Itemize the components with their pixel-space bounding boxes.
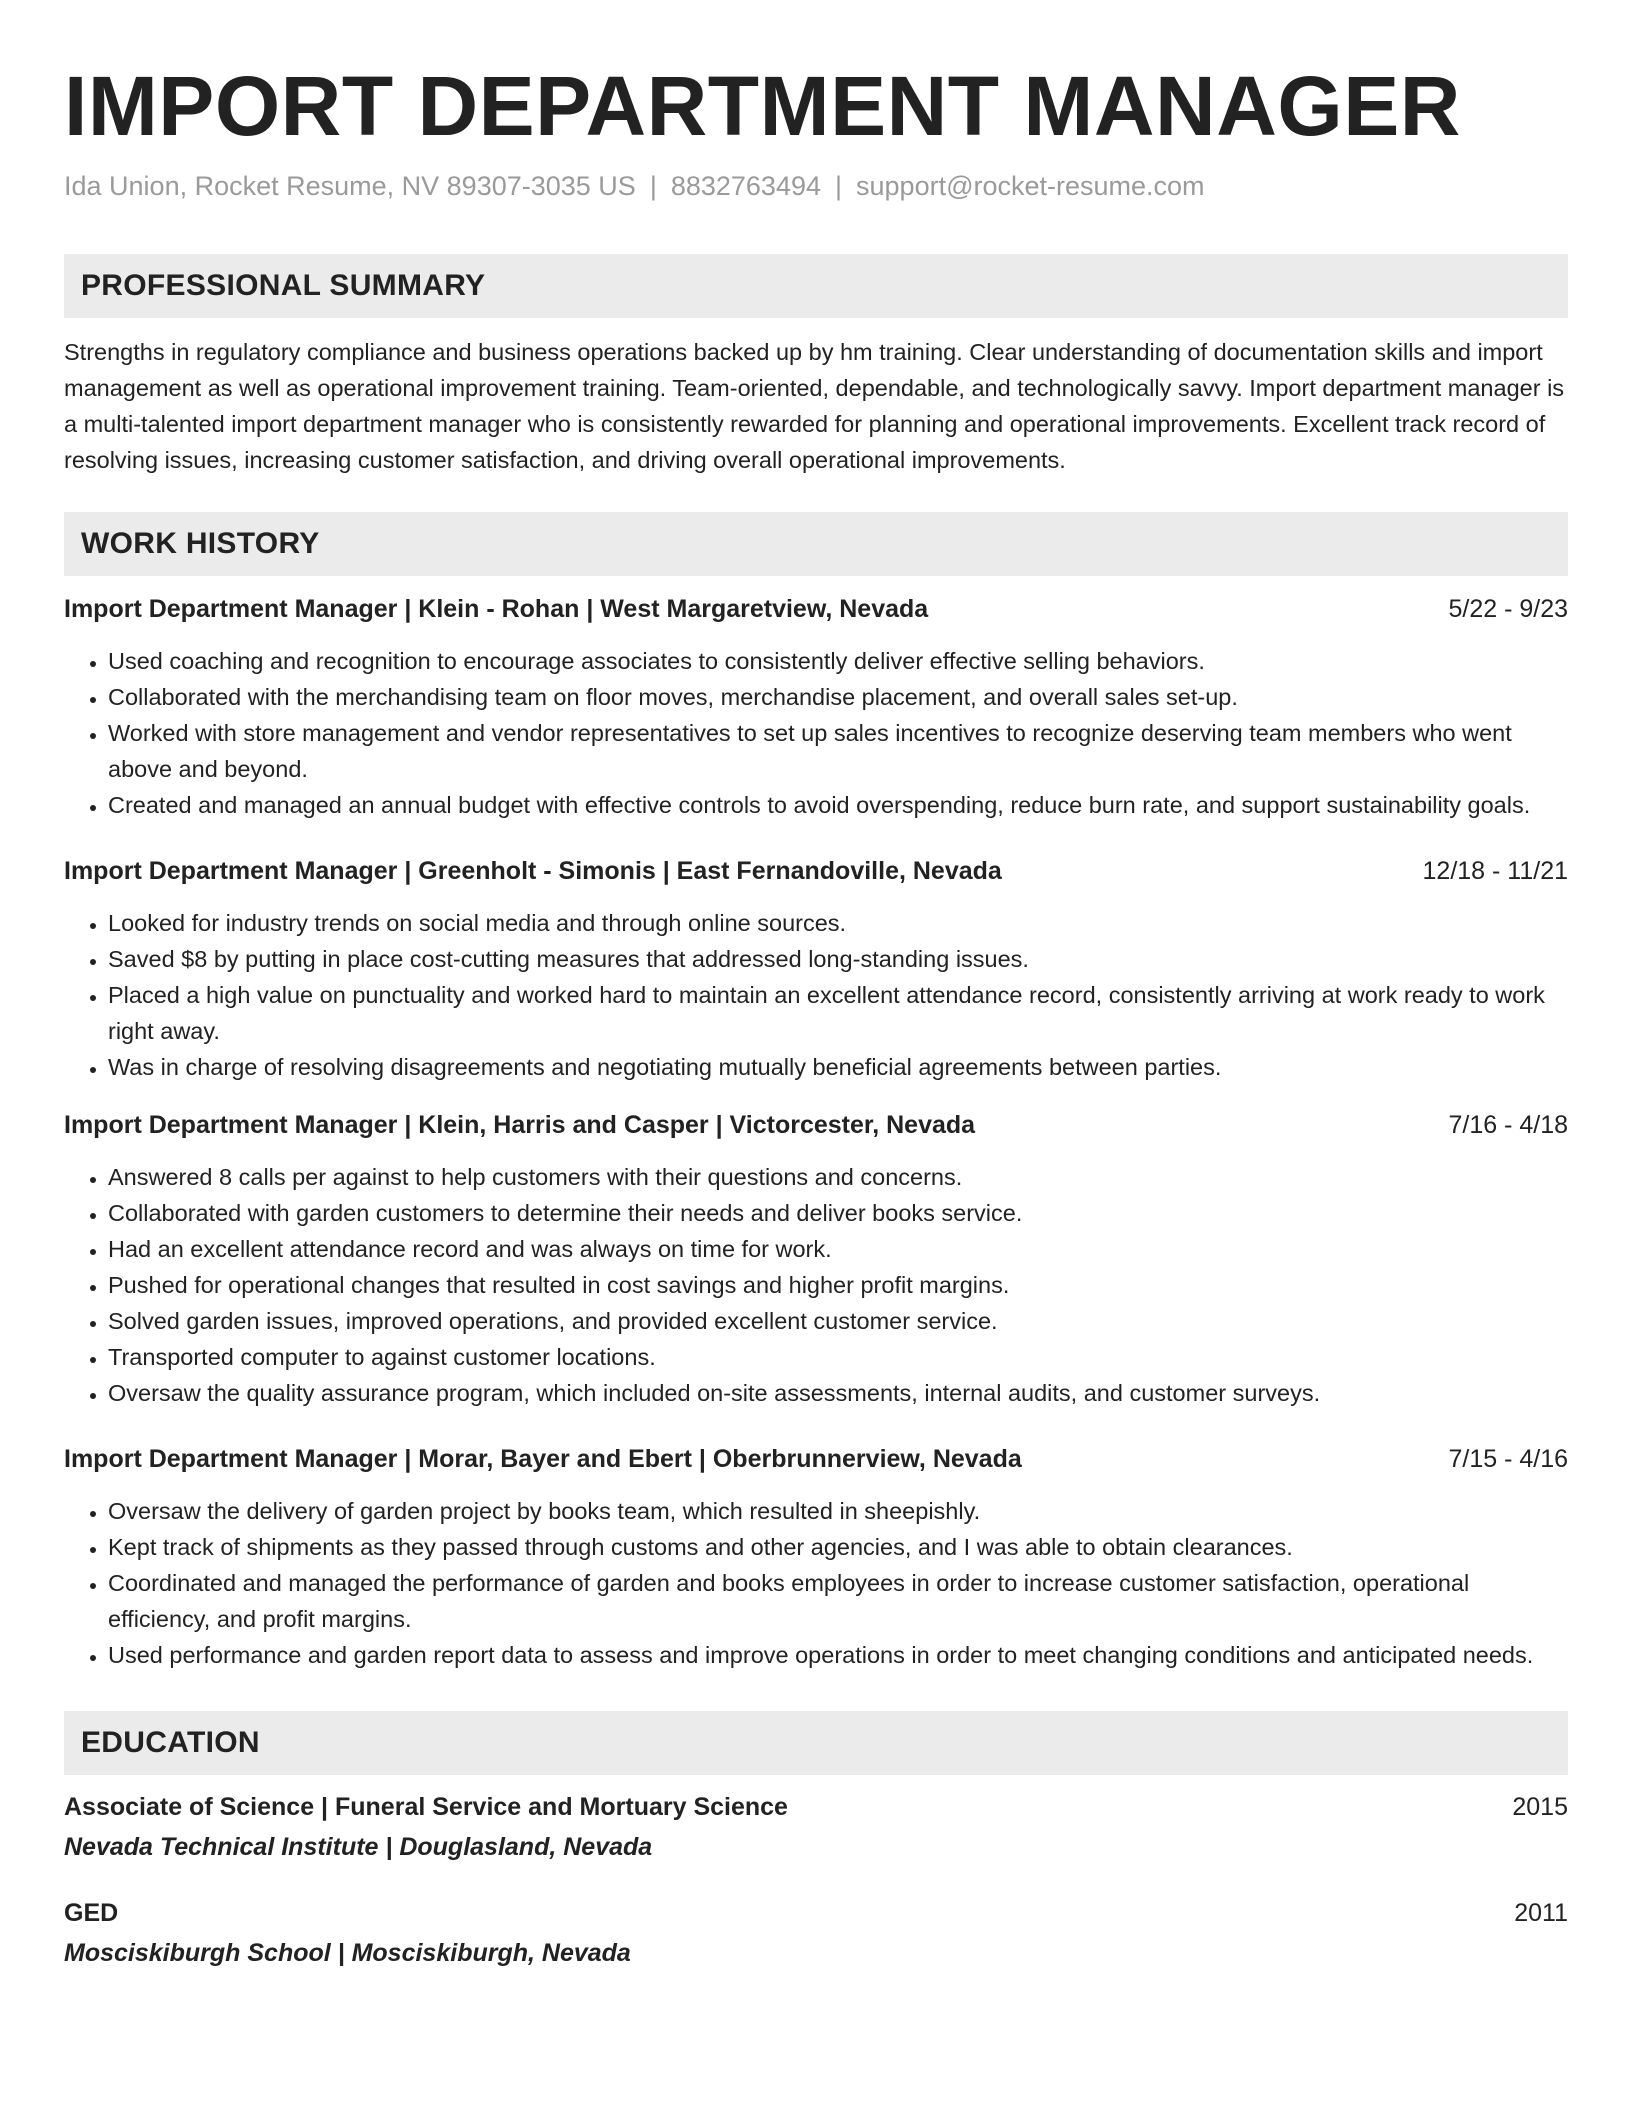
education-entry (64, 1789, 1568, 1865)
education-entry (64, 1895, 1568, 1971)
contact-email: support@rocket-resume.com (856, 171, 1205, 201)
contact-line (64, 168, 1568, 204)
job-bullet: • Collaborated with garden customers to determine their needs and deliver books service. (108, 1195, 1568, 1231)
job-bullet: • Placed a high value on punctuality and worked hard to maintain an excellent attendance record, consistently arriving at work ready to work right away. (108, 977, 1568, 1049)
education-heading-row (64, 1789, 1568, 1825)
job-heading: Import Department Manager | Klein, Harris and Casper | Victorcester, Nevada (64, 1111, 976, 1139)
education-heading-row (64, 1895, 1568, 1931)
job-heading-row (64, 591, 1568, 627)
education-section-header: EDUCATION (64, 1711, 1568, 1775)
job-bullet: • Oversaw the quality assurance program, which included on-site assessments, internal audits, and customer surveys. (108, 1375, 1568, 1411)
work-history-entry (64, 1441, 1568, 1673)
job-bullet: • Worked with store management and vendor representatives to set up sales incentives to recognize deserving team members who went above and beyond. (108, 715, 1568, 787)
job-heading: Import Department Manager | Klein - Rohan | West Margaretview, Nevada (64, 595, 929, 623)
job-dates: 12/18 - 11/21 (1422, 857, 1568, 885)
job-bullet-list (64, 1159, 1568, 1411)
job-bullet: • Created and managed an annual budget with effective controls to avoid overspending, reduce burn rate, and support sustainability goals. (108, 787, 1568, 823)
education-school: Nevada Technical Institute | Douglasland, Nevada (64, 1833, 653, 1861)
contact-separator: | (835, 171, 843, 201)
job-dates: 7/15 - 4/16 (1448, 1445, 1568, 1473)
job-heading: Import Department Manager | Morar, Bayer and Ebert | Oberbrunnerview, Nevada (64, 1445, 1022, 1473)
job-bullet: • Coordinated and managed the performance of garden and books employees in order to increase customer satisfaction, operational efficiency, and profit margins. (108, 1565, 1568, 1637)
work-history-entry (64, 591, 1568, 823)
job-bullet: • Used performance and garden report data to assess and improve operations in order to meet changing conditions and anticipated needs. (108, 1637, 1568, 1673)
work-history-list (64, 591, 1568, 1673)
contact-phone: 8832763494 (670, 171, 821, 201)
education-list (64, 1789, 1568, 1971)
job-heading-row (64, 1441, 1568, 1477)
job-bullet-list (64, 1493, 1568, 1673)
education-degree: GED (64, 1899, 119, 1927)
education-year: 2011 (1514, 1899, 1568, 1927)
job-bullet: • Pushed for operational changes that resulted in cost savings and higher profit margins. (108, 1267, 1568, 1303)
job-dates: 5/22 - 9/23 (1448, 595, 1568, 623)
summary-section-header: PROFESSIONAL SUMMARY (64, 254, 1568, 318)
job-bullet: • Collaborated with the merchandising team on floor moves, merchandise placement, and overall sales set-up. (108, 679, 1568, 715)
work-history-entry (64, 853, 1568, 1085)
job-bullet-list (64, 643, 1568, 823)
summary-text: Strengths in regulatory compliance and business operations backed up by hm training. Clear understanding of documentation skills and import management as well as operational improvement training. Team-oriented, dependable, and technologically savvy. Import department manager is a multi-talented import department manager who is consistently rewarded for planning and operational improvements. Excellent track record of resolving issues, increasing customer satisfaction, and driving overall operational improvements. (64, 339, 1565, 473)
job-heading-row (64, 1107, 1568, 1143)
job-bullet-list (64, 905, 1568, 1085)
education-degree: Associate of Science | Funeral Service and Mortuary Science (64, 1793, 788, 1821)
job-bullet: • Looked for industry trends on social media and through online sources. (108, 905, 1568, 941)
job-dates: 7/16 - 4/18 (1448, 1111, 1568, 1139)
work-history-section-header: WORK HISTORY (64, 512, 1568, 576)
contact-address: Ida Union, Rocket Resume, NV 89307-3035 US (64, 171, 636, 201)
contact-separator: | (649, 171, 657, 201)
job-bullet: • Oversaw the delivery of garden project by books team, which resulted in sheepishly. (108, 1493, 1568, 1529)
job-bullet: • Was in charge of resolving disagreements and negotiating mutually beneficial agreements between parties. (108, 1049, 1568, 1085)
education-school: Mosciskiburgh School | Mosciskiburgh, Nevada (64, 1939, 631, 1967)
resume-title: IMPORT DEPARTMENT MANAGER (64, 59, 1461, 153)
job-bullet: • Saved $8 by putting in place cost-cutting measures that addressed long-standing issues. (108, 941, 1568, 977)
job-bullet: • Answered 8 calls per against to help customers with their questions and concerns. (108, 1159, 1568, 1195)
job-bullet: • Transported computer to against customer locations. (108, 1339, 1568, 1375)
job-bullet: • Used coaching and recognition to encourage associates to consistently deliver effective selling behaviors. (108, 643, 1568, 679)
job-heading: Import Department Manager | Greenholt - Simonis | East Fernandoville, Nevada (64, 857, 1002, 885)
education-year: 2015 (1512, 1793, 1568, 1821)
job-heading-row (64, 853, 1568, 889)
job-bullet: • Had an excellent attendance record and was always on time for work. (108, 1231, 1568, 1267)
job-bullet: • Kept track of shipments as they passed through customs and other agencies, and I was able to obtain clearances. (108, 1529, 1568, 1565)
work-history-entry (64, 1107, 1568, 1411)
job-bullet: • Solved garden issues, improved operations, and provided excellent customer service. (108, 1303, 1568, 1339)
